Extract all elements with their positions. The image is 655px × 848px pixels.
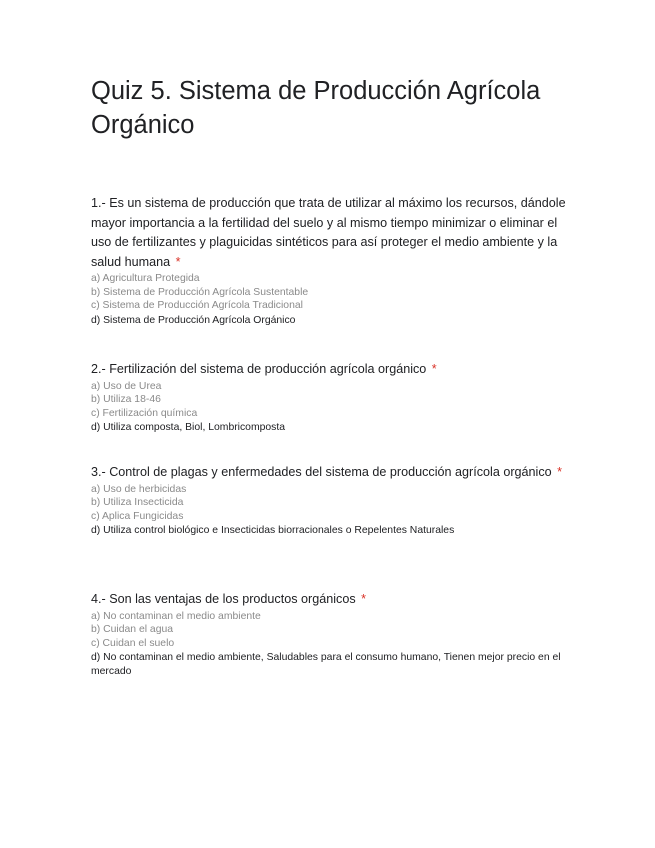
option-b: b) Cuidan el agua: [91, 624, 174, 636]
correct-answer: d) Utiliza composta, Biol, Lombricomposta: [91, 422, 286, 434]
question-3: [91, 463, 571, 538]
option-b: b) Sistema de Producción Agrícola Sustentable: [91, 286, 309, 298]
correct-answer: d) No contaminan el medio ambiente, Saludables para el consumo humano, Tienen mejor precio en el mercado: [91, 652, 561, 678]
option-b: b) Utiliza Insecticida: [91, 497, 184, 509]
question-text: [91, 360, 571, 380]
option-a: a) Agricultura Protegida: [91, 273, 200, 285]
option-b: b) Utiliza 18-46: [91, 394, 161, 406]
required-marker: *: [428, 362, 437, 376]
question-1: [91, 194, 571, 328]
question-text: [91, 194, 571, 272]
question-label: 1.- Es un sistema de producción que trata de utilizar al máximo los recursos, dándole mayor importancia a la fertilidad del suelo y al mismo tiempo minimizar o eliminar el uso de fertilizantes y plaguicidas sintéticos para así proteger el medio ambiente y la salud humana: [91, 196, 566, 269]
option-c: c) Fertilización química: [91, 407, 198, 419]
correct-answer: d) Sistema de Producción Agrícola Orgánico: [91, 314, 296, 326]
question-2: [91, 360, 571, 435]
required-marker: *: [172, 254, 181, 269]
option-a: a) Uso de Urea: [91, 380, 162, 392]
question-text: [91, 463, 571, 483]
option-a: a) Uso de herbicidas: [91, 483, 187, 495]
question-text: [91, 590, 571, 610]
option-c: c) Cuidan el suelo: [91, 637, 175, 649]
option-c: c) Aplica Fungicidas: [91, 510, 184, 522]
option-c: c) Sistema de Producción Agrícola Tradicional: [91, 300, 303, 312]
correct-answer: d) Utiliza control biológico e Insecticidas biorracionales o Repelentes Naturales: [91, 525, 455, 537]
page-title: Quiz 5. Sistema de Producción Agrícola Orgánico: [91, 77, 541, 139]
required-marker: *: [357, 592, 367, 606]
required-marker: *: [553, 465, 563, 479]
question-label: 3.- Control de plagas y enfermedades del sistema de producción agrícola orgánico: [91, 465, 552, 479]
question-4: [91, 590, 571, 679]
option-a: a) No contaminan el medio ambiente: [91, 610, 261, 622]
question-label: 2.- Fertilización del sistema de producción agrícola orgánico: [91, 362, 427, 376]
question-label: 4.- Son las ventajas de los productos orgánicos: [91, 592, 356, 606]
